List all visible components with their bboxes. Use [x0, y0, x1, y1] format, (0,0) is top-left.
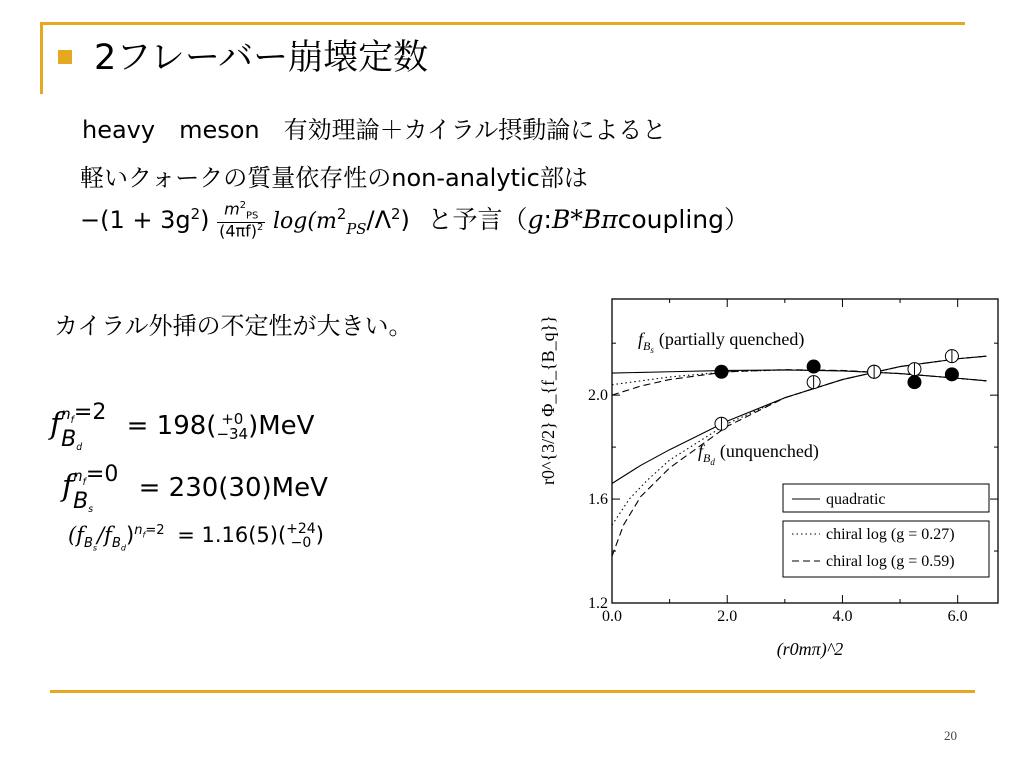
eq2-f: f: [62, 469, 74, 505]
formula-log-exp: 2: [336, 205, 347, 223]
data-point-filled: [907, 375, 921, 389]
frac-den-exp: 2: [257, 222, 264, 234]
frac-num-sub: PS: [246, 210, 259, 222]
eq3-err-up: +24: [286, 521, 316, 537]
chart-ylabel: [538, 315, 558, 485]
eq3-slash: /f: [97, 523, 112, 547]
eq3-sub1: B: [83, 536, 93, 552]
legend-label-solid: quadratic: [826, 491, 886, 508]
formula-lead: −(1 + 3g: [80, 206, 191, 234]
frac-den-text: (4πf): [219, 221, 258, 241]
eq1-err-down: −34: [216, 424, 249, 443]
annotation-fbd: $f_Bd(unquenched)$: [698, 441, 819, 467]
eq2-sup-f: f: [82, 477, 86, 488]
eq3-sub2: B: [111, 536, 121, 552]
x-tick-label: 2.0: [717, 608, 738, 625]
eq3-open: (f: [68, 523, 84, 547]
body-line-1: heavy meson 有効理論＋カイラル摂動論によると: [82, 116, 667, 144]
eq3-close: ): [126, 523, 135, 547]
data-point-filled: [945, 367, 959, 381]
equation-fbd: [50, 400, 314, 453]
prediction-text: と予言（: [427, 205, 528, 234]
eq3-err-down: −0: [290, 535, 312, 551]
data-point-filled: [807, 360, 821, 374]
chart-points: [714, 350, 958, 431]
legend-label-dotted: chiral log (g = 0.27): [826, 526, 955, 543]
frac-denominator: [217, 223, 265, 240]
eq2-rhs: = 230(30)MeV: [138, 473, 328, 504]
eq2-sup-val: =0: [85, 462, 119, 487]
body-line-2: 軽いクォークの質量依存性のnon-analytic部は: [80, 164, 588, 192]
formula-log: log(m: [273, 209, 337, 234]
formula-lambda-exp: 2: [391, 205, 401, 223]
eq1-f: f: [50, 407, 62, 443]
annotation-fbs: $f_Bs(partially$ quenched): [638, 329, 805, 355]
prediction-coupling: coupling）: [617, 205, 750, 234]
eq1-sup-n: n: [61, 405, 71, 423]
data-point-filled: [714, 365, 728, 379]
page-number: 20: [944, 728, 957, 743]
eq1-rhs: = 198(: [126, 411, 217, 442]
eq1-scripts: [61, 400, 106, 453]
eq1-sub-d: d: [76, 441, 83, 453]
formula-paren: ): [200, 206, 210, 234]
equation-ratio: [68, 522, 324, 553]
chart-legend: [783, 484, 989, 577]
eq3-subsub2: d: [120, 543, 127, 553]
formula-exp: 2: [190, 205, 201, 223]
frac-num-exp: 2: [239, 200, 247, 212]
x-tick-label: 0.0: [602, 608, 622, 625]
eq1-sub-b: B: [61, 426, 77, 452]
bottom-rule: [50, 690, 975, 693]
legend-label-dashed: chiral log (g = 0.59): [826, 553, 955, 570]
frac-numerator: [217, 201, 265, 223]
prediction-g: g: [527, 205, 544, 234]
y-tick-label: 1.6: [588, 491, 608, 509]
legend-box-1: [783, 484, 989, 512]
eq2-sub-b: B: [73, 488, 89, 514]
eq3-subsub1: s: [92, 543, 98, 553]
y-tick-label: 1.2: [588, 595, 608, 612]
eq3-end: ): [315, 523, 324, 547]
eq3-sup-n: n: [134, 523, 143, 538]
slide-title: 2フレーバー崩壊定数: [94, 38, 429, 78]
fit-curve-Bd-solid: [612, 356, 986, 483]
eq3-sup-val: =2: [145, 523, 165, 538]
eq3-error-stack: [286, 522, 316, 550]
fit-curve-Bs-solid: [612, 370, 986, 381]
eq2-sup-n: n: [73, 467, 83, 485]
x-axis-label: (r0mπ)^2: [776, 639, 844, 659]
eq1-err-up: +0: [221, 409, 244, 428]
formula-line: [80, 200, 749, 241]
y-tick-label: 2.0: [588, 387, 608, 405]
formula-lambda: /Λ: [366, 206, 391, 234]
chart-plot: [520, 285, 1010, 680]
formula-fraction: [217, 201, 265, 240]
eq3-rhs: = 1.16(5)(: [177, 523, 287, 547]
top-rule: [40, 22, 965, 25]
x-tick-label: 6.0: [947, 608, 968, 625]
frac-num-m: m: [224, 199, 240, 219]
chart-xlabel: [777, 639, 844, 660]
x-tick-label: 4.0: [832, 608, 853, 625]
formula-close: ): [400, 206, 410, 234]
eq1-sup-val: =2: [73, 400, 107, 425]
formula-log-sub: PS: [346, 219, 367, 238]
y-axis-label: r0^{3/2} Φ_{f_{B_q}}: [538, 315, 558, 485]
eq3-sup-f: f: [142, 530, 146, 540]
prediction-colon: :: [543, 205, 552, 234]
eq1-error-stack: [216, 409, 249, 443]
equation-fbs: [62, 462, 328, 515]
eq2-scripts: [73, 462, 118, 515]
left-rule: [40, 22, 43, 94]
prediction-coupling-syms: B*Bπ: [551, 205, 618, 234]
fit-curve-Bs-dashed: [612, 370, 986, 395]
eq1-unit: )MeV: [248, 411, 315, 442]
eq1-sup-f: f: [70, 415, 74, 426]
eq2-sub-s: s: [88, 503, 94, 515]
title-bullet-icon: [58, 50, 72, 64]
body-line-4: カイラル外挿の不定性が大きい。: [54, 312, 413, 340]
